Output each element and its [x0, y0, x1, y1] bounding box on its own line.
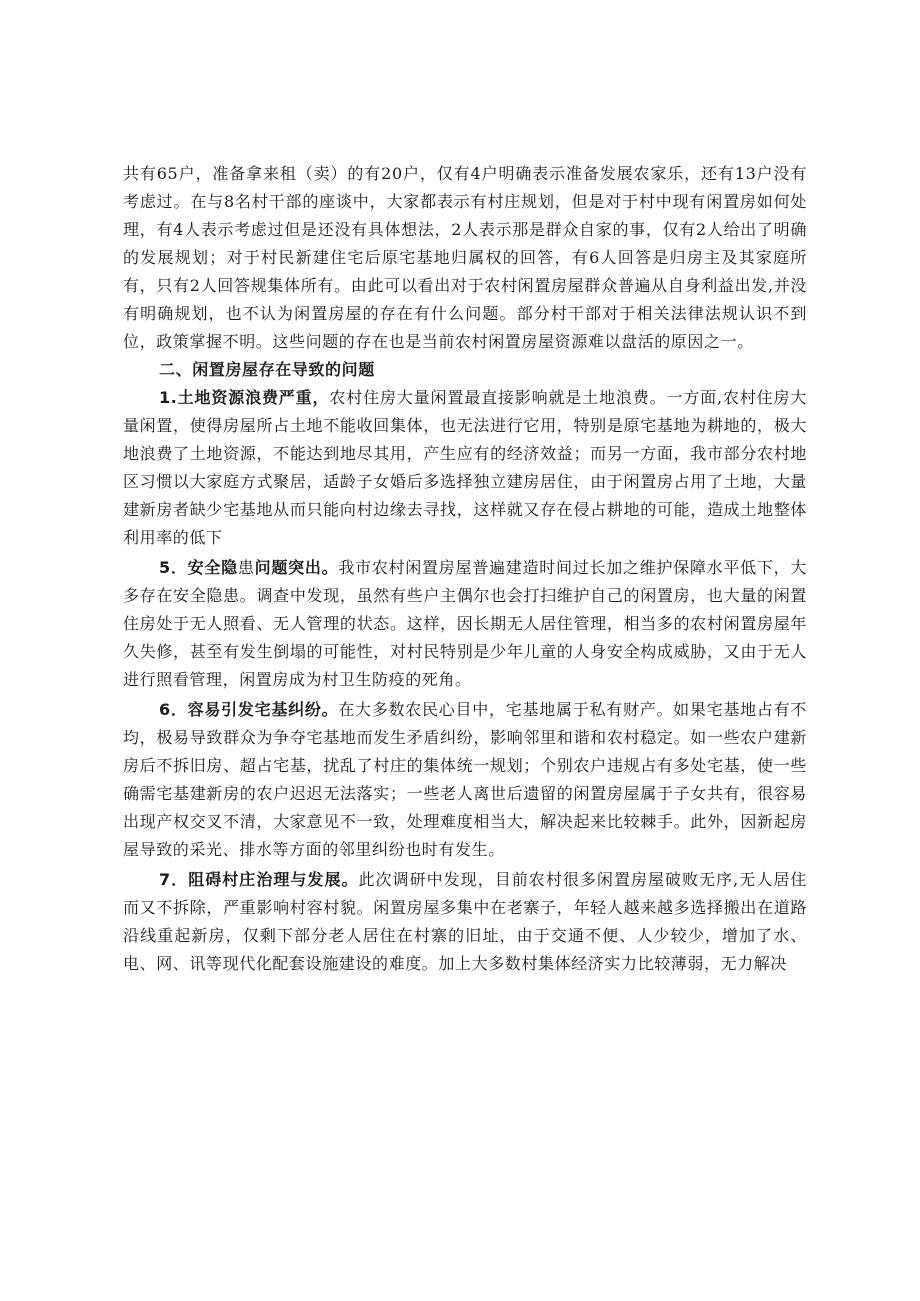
item-heading-land-waste: 1.土地资源浪费严重，: [159, 388, 330, 407]
item-heading-safety: 5．安全隐: [159, 558, 238, 577]
item-body-governance: 此次调研中发现，目前农村很多闲置房屋破败无序,无人居住而又不拆除，严重影响村容村貌。闲置房屋多集中在老寨子，年轻人越来越多选择搬出在道路沿线重起新房，仅剩下部分老人居住在村寨的旧址，由于交通不便、人少较少，增加了水、电、网、讯等现代化配套设施建设的难度。加上大多数村集体经济实力比较薄弱，无力解决: [123, 870, 807, 973]
item-body-land-waste: 农村住房大量闲置最直接影响就是土地浪费。一方面,农村住房大量闲置，使得房屋所占土地不能收回集体，也无法进行它用，特别是原宅基地为耕地的，极大地浪费了土地资源，不能达到地尽其用，产生应有的经济效益；而另一方面，我市部分农村地区习惯以大家庭方式聚居，适龄子女婚后多选择独立建房居住，由于闲置房占用了土地，大量建新房者缺少宅基地从而只能向村边缘去寻找，这样就又存在侵占耕地的可能，造成土地整体利用率的低下: [123, 388, 807, 547]
section-heading: 二、闲置房屋存在导致的问题: [159, 360, 375, 379]
item-body-safety: 我市农村闲置房屋普遍建造时间过长加之维护保障水平低下，大多存在安全隐患。调查中发现，虽然有些户主偶尔也会打扫维护自己的闲置房，也大量的闲置住房处于无人照看、无人管理的状态。这样，因长期无人居住管理，相当多的农村闲置房屋年久失修，甚至有发生倒塌的可能性，对村民特别是少年儿童的人身安全构成威胁，又由于无人进行照看管理，闲置房成为村卫生防疫的死角。: [123, 558, 807, 689]
item-heading-disputes: 6．容易引发宅基纠纷。: [159, 700, 339, 719]
item-body-disputes: 在大多数农民心目中，宅基地属于私有财产。如果宅基地占有不均，极易导致群众为争夺宅基地而发生矛盾纠纷，影响邻里和谐和农村稳定。如一些农户建新房后不拆旧房、超占宅基，扰乱了村庄的集体统一规划；个别农户违规占有多处宅基，使一些确需宅基建新房的农户迟迟无法落实；一些老人离世后遗留的闲置房屋属于子女共有，很容易出现产权交叉不清，大家意见不一致，处理难度相当大，解决起来比较棘手。此外，因新起房屋导致的采光、排水等方面的邻里纠纷也时有发生。: [123, 700, 807, 859]
paragraph-land-waste: [123, 384, 807, 552]
item-heading-safety-mid: 患: [237, 558, 255, 577]
paragraph-survey-summary: 共有65户，准备拿来租（卖）的有20户，仅有4户明确表示准备发展农家乐，还有13户没有考虑过。在与8名村干部的座谈中，大家都表示有村庄规划，但是对于村中现有闲置房如何处理，有4人表示考虑过但是还没有具体想法，2人表示那是群众自家的事，仅有2人给出了明确的发展规划；对于村民新建住宅后原宅基地归属权的回答，有6人回答是归房主及其家庭所有，只有2人回答规集体所有。由此可以看出对于农村闲置房屋群众普遍从自身利益出发,并没有明确规划，也不认为闲置房屋的存在有什么问题。部分村干部对于相关法律法规认识不到位，政策掌握不明。这些问题的存在也是当前农村闲置房屋资源难以盘活的原因之一。: [123, 164, 807, 351]
item-heading-safety-end: 问题突出。: [254, 558, 339, 577]
paragraph-disputes: [123, 696, 807, 864]
paragraph-governance: [123, 866, 807, 978]
item-heading-governance: 7．阻碍村庄治理与发展。: [159, 870, 359, 889]
paragraph-safety: [123, 554, 807, 694]
document-page: [123, 160, 807, 978]
